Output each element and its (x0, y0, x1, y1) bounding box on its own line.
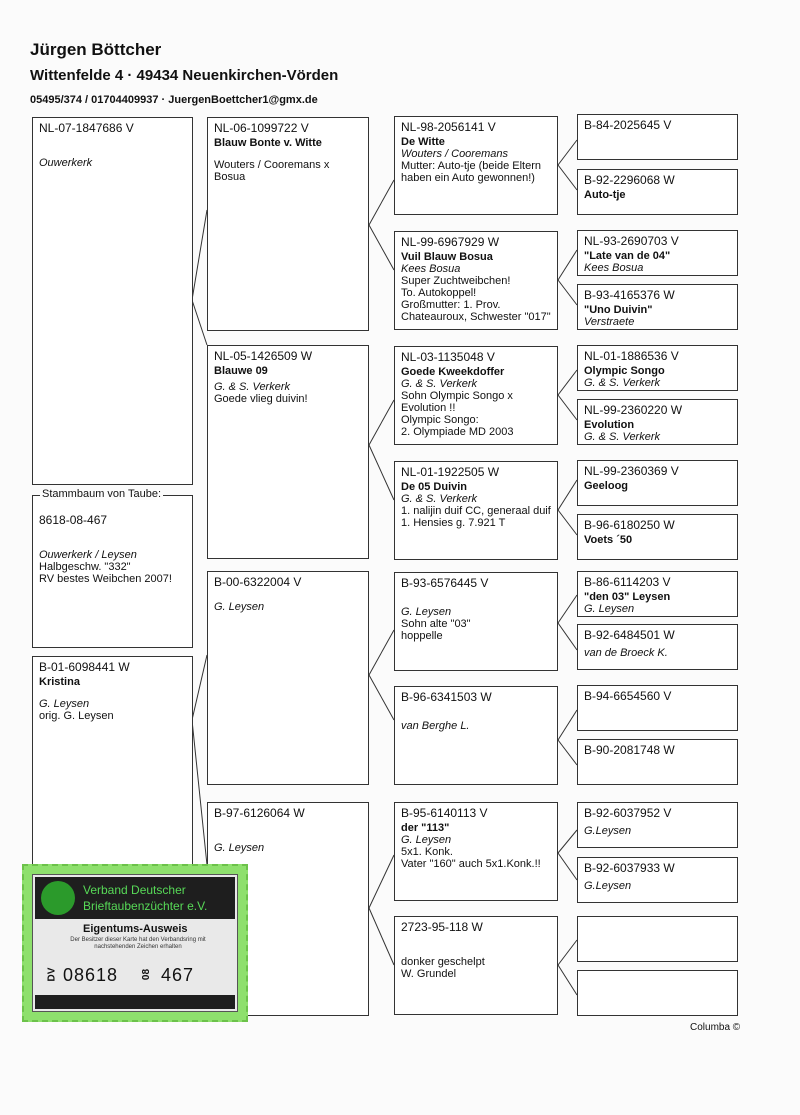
great-grandparent-box (394, 916, 558, 1015)
stamp-dv: DV (46, 967, 58, 982)
note: Vater "160" auch 5x1.Konk.!! (401, 858, 541, 870)
note: haben ein Auto gewonnen!) (401, 172, 535, 184)
stamp-org-line2: Brieftaubenzüchter e.V. (83, 899, 208, 913)
note: 1. Hensies g. 7.921 T (401, 517, 506, 529)
note: hoppelle (401, 630, 443, 642)
stamp-banner (35, 877, 235, 919)
grandparent-box (207, 345, 369, 559)
great-grandparent-box (394, 346, 558, 445)
breeder: Wouters / Cooremans (401, 148, 508, 160)
breeder: G. Leysen (401, 834, 452, 846)
great-grandparent-box (394, 461, 558, 560)
breeder: G. & S. Verkerk (584, 377, 661, 389)
breeder: van Berghe L. (401, 720, 470, 732)
subject-ring: 8618-08-467 (39, 513, 108, 527)
pigeon-name: Blauw Bonte v. Witte (214, 137, 322, 149)
breeder: G. Leysen (584, 603, 635, 615)
ring-number: B-86-6114203 V (584, 575, 671, 589)
great-grandparent-box (394, 231, 558, 330)
stamp-decorative-band (35, 995, 235, 1009)
note: To. Autokoppel! (401, 287, 477, 299)
ring-number: NL-98-2056141 V (401, 120, 496, 134)
breeder: van de Broeck K. (584, 647, 668, 659)
pigeon-name: Evolution (584, 419, 635, 431)
pigeon-logo-icon (41, 881, 75, 915)
breeder-address: Wittenfelde 4 · 49434 Neuenkirchen-Vörden (30, 67, 339, 84)
grandparent-box (207, 571, 369, 785)
ring-number: B-96-6341503 W (401, 690, 492, 704)
pigeon-name: De Witte (401, 136, 445, 148)
great-grandparent-box (394, 116, 558, 215)
ring-number: B-93-4165376 W (584, 288, 675, 302)
stamp-title: Eigentums-Ausweis (83, 923, 188, 935)
note: donker geschelpt (401, 956, 485, 968)
breeder: Ouwerkerk (39, 157, 93, 169)
ring-number: B-96-6180250 W (584, 518, 675, 532)
gggp-box (577, 624, 738, 670)
gggp-box-empty (577, 970, 738, 1016)
gggp-box (577, 802, 738, 848)
note: Mutter: Auto-tje (beide Eltern (401, 160, 542, 172)
breeder-contact: 05495/374 / 01704409937 · JuergenBoettcher1@gmx.de (30, 94, 318, 106)
breeder: G. & S. Verkerk (401, 493, 478, 505)
stamp-body (32, 874, 238, 1012)
note: Super Zuchtweibchen! (401, 275, 511, 287)
breeder: Kees Bosua (584, 262, 644, 274)
gggp-box (577, 230, 738, 276)
pigeon-name: Geeloog (584, 480, 629, 492)
gggp-box (577, 345, 738, 391)
breeder: G.Leysen (584, 880, 632, 892)
ring-number: NL-01-1922505 W (401, 465, 500, 479)
stamp-small-text: Der Besitzer dieser Karte hat den Verbandsring mit nachstehenden Zeichen erhalten (70, 937, 206, 950)
ring-number: B-00-6322004 V (214, 575, 302, 589)
gggp-box (577, 169, 738, 215)
ring-number: NL-93-2690703 V (584, 234, 679, 248)
stamp-org-line1: Verband Deutscher (83, 883, 186, 897)
ring-number: NL-05-1426509 W (214, 349, 313, 363)
ownership-card-stamp (22, 864, 248, 1022)
gggp-box (577, 284, 738, 330)
stamp-year: 08 (141, 968, 153, 981)
breeder: G. Leysen (214, 842, 265, 854)
note: orig. G. Leysen (39, 710, 114, 722)
breeder: G. Leysen (214, 601, 265, 613)
note: Olympic Songo: (401, 414, 479, 426)
pigeon-name: Vuil Blauw Bosua (401, 251, 493, 263)
ring-number: 2723-95-118 W (401, 920, 483, 934)
breeder: Kees Bosua (401, 263, 461, 275)
pigeon-name: Blauwe 09 (214, 365, 268, 377)
ring-number: NL-07-1847686 V (39, 121, 134, 135)
ring-number: NL-99-2360220 W (584, 403, 683, 417)
pigeon-name: Olympic Songo (584, 365, 665, 377)
subject-breeder: Ouwerkerk / Leysen (39, 549, 137, 561)
ring-number: NL-99-6967929 W (401, 235, 500, 249)
pigeon-name: der "113" (401, 822, 450, 834)
ring-number: B-92-6484501 W (584, 628, 675, 642)
ring-number: NL-99-2360369 V (584, 464, 679, 478)
breeder: Verstraete (584, 316, 635, 328)
pigeon-name: Goede Kweekdoffer (401, 366, 505, 378)
pigeon-name: "Late van de 04" (584, 250, 671, 262)
ring-number: NL-06-1099722 V (214, 121, 309, 135)
gggp-box (577, 739, 738, 785)
footer-credit: Columba © (690, 1022, 741, 1033)
note: Chateauroux, Schwester "017" (401, 311, 551, 323)
subject-note: RV bestes Weibchen 2007! (39, 573, 172, 585)
gggp-box (577, 514, 738, 560)
pigeon-name: Kristina (39, 676, 80, 688)
gggp-box (577, 685, 738, 731)
breeder: G. Leysen (401, 606, 452, 618)
great-grandparent-box (394, 572, 558, 671)
stamp-number-1: 08618 (63, 965, 119, 985)
pigeon-name: Auto-tje (584, 189, 626, 201)
pigeon-name: "Uno Duivin" (584, 304, 653, 316)
note: W. Grundel (401, 968, 457, 980)
great-grandparent-box (394, 686, 558, 785)
note: Sohn alte "03" (401, 618, 471, 630)
pigeon-name: De 05 Duivin (401, 481, 468, 493)
gggp-box (577, 571, 738, 617)
subject-note: Halbgeschw. "332" (39, 561, 131, 573)
ring-number: B-90-2081748 W (584, 743, 675, 757)
gggp-box (577, 399, 738, 445)
grandparent-box (207, 117, 369, 331)
ring-number: B-01-6098441 W (39, 660, 130, 674)
note: 5x1. Konk. (401, 846, 453, 858)
note: Wouters / Cooremans x Bosua (214, 159, 330, 183)
breeder: G. & S. Verkerk (584, 431, 661, 443)
ring-number: B-95-6140113 V (401, 806, 488, 820)
gggp-box-empty (577, 916, 738, 962)
breeder-name: Jürgen Böttcher (30, 40, 162, 59)
breeder: G.Leysen (584, 825, 632, 837)
ring-number: B-94-6654560 V (584, 689, 672, 703)
breeder: G. & S. Verkerk (401, 378, 478, 390)
note: 1. nalijin duif CC, generaal duif (401, 505, 551, 517)
note: 2. Olympiade MD 2003 (401, 426, 514, 438)
note: Evolution !! (401, 402, 456, 414)
great-grandparent-box (394, 802, 558, 901)
stamp-number-2: 467 (161, 965, 195, 985)
ring-number: B-84-2025645 V (584, 118, 672, 132)
ring-number: B-92-2296068 W (584, 173, 675, 187)
gggp-box (577, 460, 738, 506)
ring-number: B-93-6576445 V (401, 576, 489, 590)
subject-label: Stammbaum von Taube: (42, 488, 162, 500)
pigeon-name: Voets ´50 (584, 534, 633, 546)
ring-number: B-92-6037952 V (584, 806, 672, 820)
subject-box (32, 495, 193, 648)
gggp-box (577, 114, 738, 160)
gggp-box (577, 857, 738, 903)
breeder: G. Leysen (39, 698, 90, 710)
note: Großmutter: 1. Prov. (401, 299, 501, 311)
ring-number: NL-01-1886536 V (584, 349, 679, 363)
pigeon-name: "den 03" Leysen (584, 591, 671, 603)
breeder: G. & S. Verkerk (214, 381, 291, 393)
father-box (32, 117, 193, 485)
ring-number: B-92-6037933 W (584, 861, 675, 875)
ring-number: NL-03-1135048 V (401, 350, 495, 364)
note: Goede vlieg duivin! (214, 393, 308, 405)
ring-number: B-97-6126064 W (214, 806, 305, 820)
note: Sohn Olympic Songo x (401, 390, 513, 402)
